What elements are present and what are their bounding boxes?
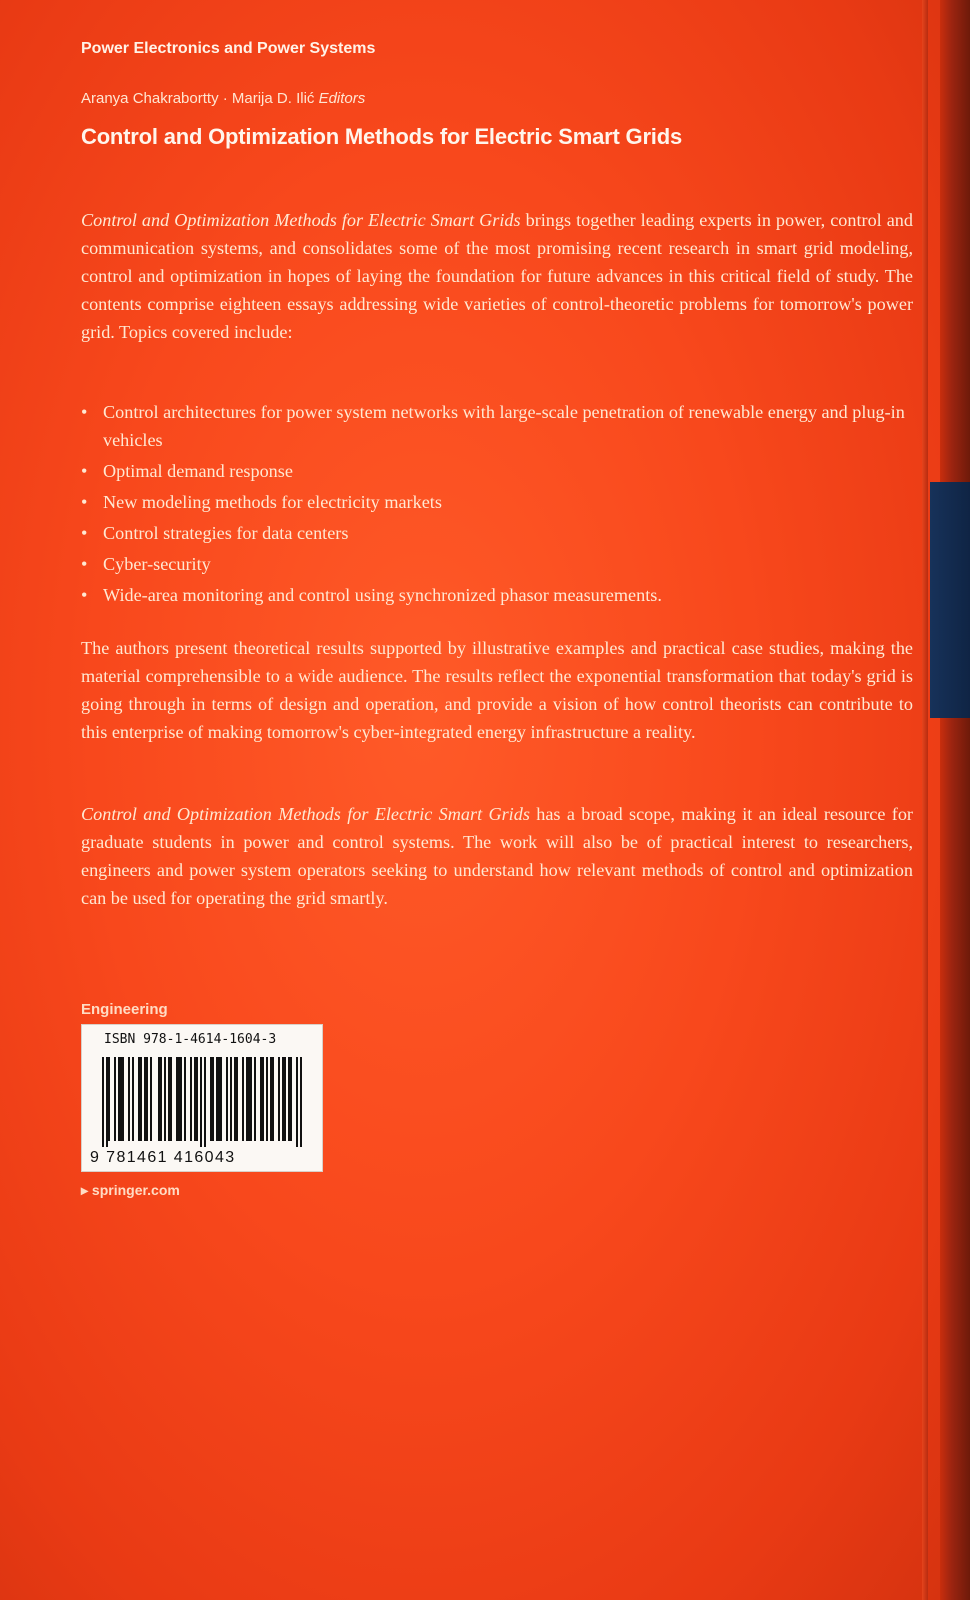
barcode-bar: [122, 1057, 124, 1141]
barcode-bar: [146, 1057, 148, 1141]
barcode-bar: [250, 1057, 252, 1141]
barcode-bar: [138, 1057, 140, 1141]
topic-item: • Control strategies for data centers: [81, 519, 913, 547]
topic-item: • New modeling methods for electricity markets: [81, 488, 913, 516]
barcode-bar: [128, 1057, 130, 1141]
barcode-bar: [282, 1057, 284, 1141]
barcode-bar: [246, 1057, 248, 1141]
barcode-bar: [278, 1057, 280, 1141]
barcode-bar: [300, 1057, 302, 1147]
barcode-bar: [114, 1057, 116, 1141]
barcode-bar: [236, 1057, 238, 1141]
topic-item: • Control architectures for power system networks with large-scale penetration of renewable energy and plug-in vehicles: [81, 398, 913, 454]
isbn-barcode-box: [81, 1024, 323, 1172]
barcode-bar: [180, 1057, 182, 1141]
barcode-bar: [204, 1057, 206, 1147]
barcode-bar: [196, 1057, 198, 1141]
barcode-bar: [260, 1057, 262, 1141]
barcode-bar: [272, 1057, 274, 1141]
spine-hinge: [922, 0, 928, 1600]
barcode-bar: [102, 1057, 104, 1147]
barcode-bar: [160, 1057, 162, 1141]
barcode-bar: [284, 1057, 286, 1141]
topic-item: • Wide-area monitoring and control using synchronized phasor measurements.: [81, 581, 913, 609]
barcode-bar: [248, 1057, 250, 1141]
barcode-bar: [120, 1057, 122, 1141]
barcode-bar: [194, 1057, 196, 1141]
barcode-bar: [230, 1057, 232, 1141]
topics-list: [81, 398, 913, 612]
barcode-bar: [108, 1057, 110, 1141]
publisher-link[interactable]: ▸ springer.com: [81, 1182, 180, 1198]
description-text-1: brings together leading experts in power, control and communication systems, and consolidates some of the most promising recent research in smart grid modeling, control and optimization in hopes of laying the foundation for future advances in this critical field of study. The contents comprise eighteen essays addressing wide varieties of control-theoretic problems for tomorrow's power grid. Topics covered include:: [81, 210, 913, 342]
barcode-bar: [266, 1057, 268, 1141]
barcode-bar: [216, 1057, 218, 1141]
isbn-barcode-digits: 9 781461 416043: [90, 1149, 236, 1166]
topic-item: • Optimal demand response: [81, 457, 913, 485]
barcode-bar: [288, 1057, 290, 1141]
barcode-bar: [290, 1057, 292, 1141]
barcode-bar: [178, 1057, 180, 1141]
book-title: Control and Optimization Methods for Electric Smart Grids: [81, 124, 682, 149]
barcode-bar: [270, 1057, 272, 1141]
barcode-bar: [210, 1057, 212, 1141]
barcode-bar: [184, 1057, 186, 1141]
barcode-bar: [242, 1057, 244, 1141]
topic-item: • Cyber-security: [81, 550, 913, 578]
book-spine-edge: [940, 0, 970, 1600]
barcode-bar: [158, 1057, 160, 1141]
isbn-label: ISBN 978-1-4614-1604-3: [104, 1032, 277, 1047]
description-title-italic-3: Control and Optimization Methods for Electric Smart Grids: [81, 804, 530, 824]
barcode-bar: [150, 1057, 152, 1141]
barcode-bar: [220, 1057, 222, 1141]
editor-names: Aranya Chakrabortty · Marija D. Ilić: [81, 90, 315, 107]
barcode-bar: [200, 1057, 202, 1147]
subject-category: Engineering: [81, 1001, 168, 1018]
barcode-bar: [176, 1057, 178, 1141]
description-paragraph-1: [81, 206, 913, 346]
barcode-icon: [90, 1055, 314, 1149]
barcode-bar: [118, 1057, 120, 1141]
barcode-bar: [144, 1057, 146, 1141]
series-title: Power Electronics and Power Systems: [81, 40, 376, 57]
barcode-bar: [254, 1057, 256, 1141]
description-title-italic-1: Control and Optimization Methods for Electric Smart Grids: [81, 210, 521, 230]
barcode-bar: [132, 1057, 134, 1141]
barcode-bar: [164, 1057, 166, 1141]
barcode-bar: [168, 1057, 170, 1141]
description-paragraph-3: [81, 800, 913, 912]
description-text-3: has a broad scope, making it an ideal resource for graduate students in power and control systems. The work will also be of practical interest to researchers, engineers and power system operators seeking to understand how relevant methods of control and optimization can be used for operating the grid smartly.: [81, 804, 913, 908]
barcode-bar: [106, 1057, 108, 1147]
barcode-bar: [234, 1057, 236, 1141]
editors-role: Editors: [318, 90, 366, 107]
barcode-bar: [190, 1057, 192, 1141]
barcode-bar: [140, 1057, 142, 1141]
description-paragraph-2: The authors present theoretical results supported by illustrative examples and practical case studies, making the material comprehensible to a wide audience. The results reflect the exponential transformation that today's grid is going through in terms of design and operation, and provide a vision of how control theorists can contribute to this enterprise of making tomorrow's cyber-integrated energy infrastructure a reality.: [81, 638, 913, 742]
barcode-bar: [226, 1057, 228, 1141]
editors-line: [81, 90, 365, 107]
barcode-bar: [296, 1057, 298, 1147]
barcode-bar: [212, 1057, 214, 1141]
barcode-bar: [262, 1057, 264, 1141]
spine-blue-tab: [930, 482, 970, 718]
barcode-bar: [170, 1057, 172, 1141]
barcode-bar: [218, 1057, 220, 1141]
